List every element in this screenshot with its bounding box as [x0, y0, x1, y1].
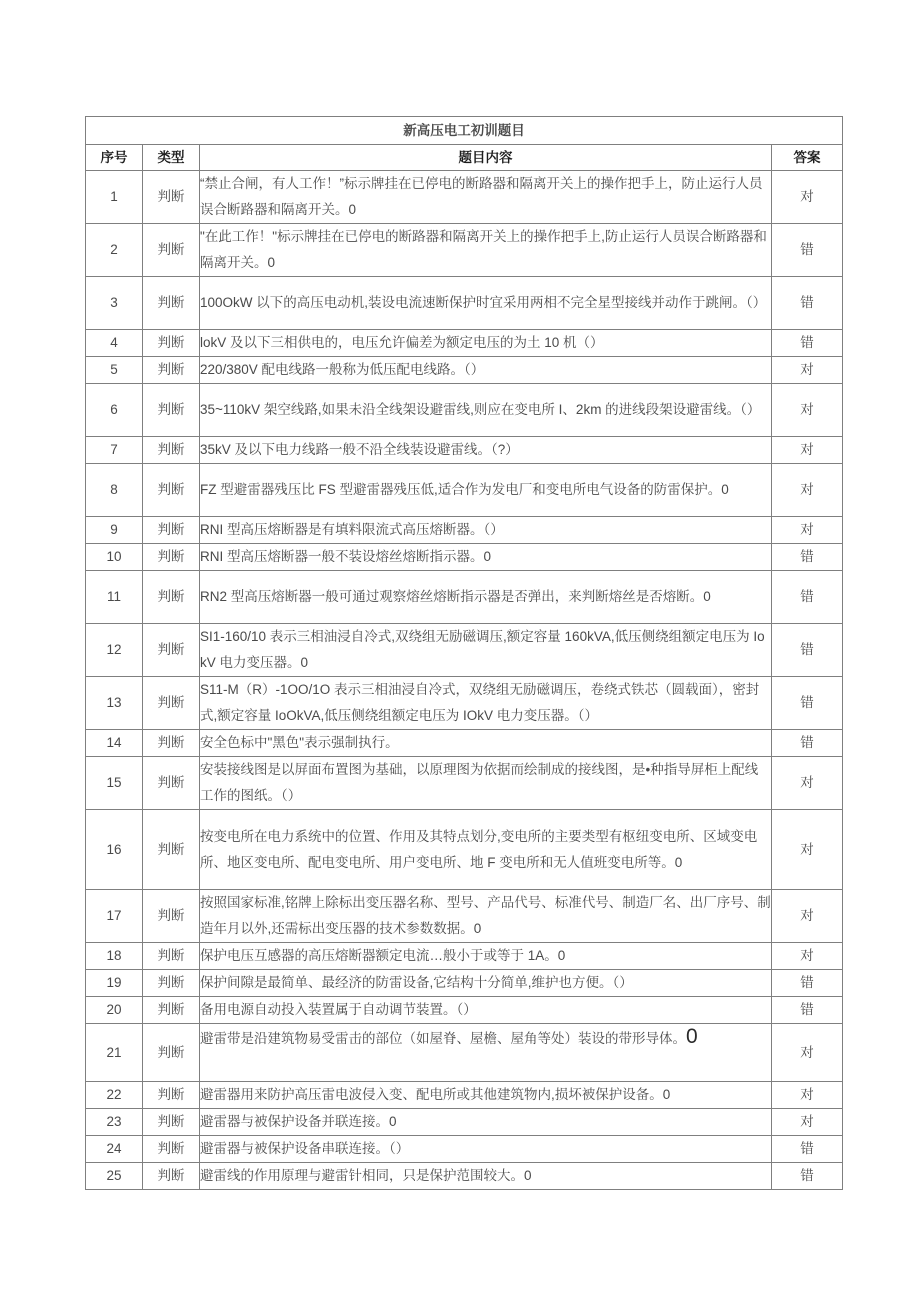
row-number-cell: 24 [86, 1136, 143, 1163]
question-content-cell [200, 1082, 772, 1109]
answer-cell: 对 [772, 464, 843, 517]
table-row [86, 970, 843, 997]
question-content-cell [200, 224, 772, 277]
answer-cell: 错 [772, 277, 843, 330]
question-type-cell: 判断 [143, 384, 200, 437]
question-content-cell [200, 890, 772, 943]
question-content-cell [200, 330, 772, 357]
question-type-cell: 判断 [143, 810, 200, 890]
table-row [86, 624, 843, 677]
table-row [86, 757, 843, 810]
row-number-cell: 14 [86, 730, 143, 757]
answer-cell: 对 [772, 384, 843, 437]
question-type-cell: 判断 [143, 357, 200, 384]
question-content-cell [200, 357, 772, 384]
row-number-cell: 1 [86, 171, 143, 224]
question-text: 安全色标中"黑色"表示强制执行。 [200, 735, 399, 750]
table-row [86, 224, 843, 277]
question-text: 避雷线的作用原理与避雷针相同，只是保护范围较大。0 [200, 1168, 532, 1183]
question-type-cell: 判断 [143, 330, 200, 357]
table-title-row [86, 117, 843, 145]
row-number-cell: 17 [86, 890, 143, 943]
table-row [86, 437, 843, 464]
table-row [86, 1109, 843, 1136]
question-content-cell [200, 943, 772, 970]
answer-cell: 错 [772, 624, 843, 677]
question-type-cell: 判断 [143, 677, 200, 730]
table-row [86, 730, 843, 757]
table-row [86, 517, 843, 544]
question-type-cell: 判断 [143, 757, 200, 810]
row-number-cell: 7 [86, 437, 143, 464]
question-type-cell: 判断 [143, 1082, 200, 1109]
answer-cell: 对 [772, 1024, 843, 1082]
row-number-cell: 18 [86, 943, 143, 970]
question-text: 35~110kV 架空线路,如果未沿全线架设避雷线,则应在变电所 I、2km 的进线段架设避雷线。（） [200, 402, 761, 417]
question-text: lokV 及以下三相供电的，电压允许偏差为额定电压的为土 10 机（） [200, 335, 604, 350]
row-number-cell: 6 [86, 384, 143, 437]
answer-cell: 错 [772, 970, 843, 997]
question-type-cell: 判断 [143, 224, 200, 277]
question-content-cell [200, 677, 772, 730]
question-content-cell [200, 384, 772, 437]
row-number-cell: 21 [86, 1024, 143, 1082]
question-content-cell [200, 571, 772, 624]
question-content-cell [200, 1109, 772, 1136]
answer-cell: 错 [772, 1136, 843, 1163]
table-row [86, 384, 843, 437]
question-type-cell: 判断 [143, 517, 200, 544]
row-number-cell: 4 [86, 330, 143, 357]
row-number-cell: 13 [86, 677, 143, 730]
answer-cell: 错 [772, 330, 843, 357]
question-text: 220/380V 配电线路一般称为低压配电线路。（） [200, 362, 485, 377]
question-type-cell: 判断 [143, 970, 200, 997]
table-row [86, 544, 843, 571]
question-content-cell [200, 997, 772, 1024]
row-number-cell: 5 [86, 357, 143, 384]
question-content-cell [200, 277, 772, 330]
large-zero-text: 0 [686, 1025, 698, 1048]
question-text: “禁止合闸，有人工作！”标示牌挂在已停电的断路器和隔离开关上的操作把手上，防止运行人员误合断路器和隔离开关。0 [200, 176, 763, 217]
row-number-cell: 9 [86, 517, 143, 544]
question-text: 避雷器用来防护高压雷电波侵入变、配电所或其他建筑物内,损坏被保护设备。0 [200, 1087, 671, 1102]
question-type-cell: 判断 [143, 544, 200, 571]
question-content-cell [200, 464, 772, 517]
answer-cell: 对 [772, 437, 843, 464]
row-number-cell: 11 [86, 571, 143, 624]
table-row [86, 171, 843, 224]
question-content-cell [200, 1024, 772, 1082]
question-text: 避雷带是沿建筑物易受雷击的部位（如屋脊、屋檐、屋角等处）装设的带形导体。 [200, 1031, 686, 1046]
question-text: 安装接线图是以屏面布置图为基础，以原理图为依据而绘制成的接线图，是•种指导屏柜上配线工作的图纸。（） [200, 762, 759, 803]
question-content-cell [200, 517, 772, 544]
table-row [86, 464, 843, 517]
table-row [86, 277, 843, 330]
question-content-cell [200, 1163, 772, 1190]
question-text: 35kV 及以下电力线路一般不沿全线装设避雷线。（?） [200, 442, 519, 457]
question-text: 按变电所在电力系统中的位置、作用及其特点划分,变电所的主要类型有枢纽变电所、区域变电所、地区变电所、配电变电所、用户变电所、地 F 变电所和无人值班变电所等。0 [200, 828, 758, 870]
question-content-cell [200, 757, 772, 810]
question-type-cell: 判断 [143, 1109, 200, 1136]
answer-cell: 错 [772, 997, 843, 1024]
answer-cell: 对 [772, 890, 843, 943]
question-text: 备用电源自动投入装置属于自动调节装置。（） [200, 1002, 477, 1017]
table-row [86, 810, 843, 890]
row-number-cell: 20 [86, 997, 143, 1024]
table-row [86, 1024, 843, 1082]
answer-cell: 对 [772, 171, 843, 224]
question-type-cell: 判断 [143, 171, 200, 224]
question-type-cell: 判断 [143, 890, 200, 943]
answer-cell: 错 [772, 730, 843, 757]
table-header-row [86, 145, 843, 171]
answer-cell: 对 [772, 357, 843, 384]
question-type-cell: 判断 [143, 464, 200, 517]
question-type-cell: 判断 [143, 1163, 200, 1190]
answer-cell: 对 [772, 810, 843, 890]
table-row [86, 1163, 843, 1190]
answer-cell: 对 [772, 1109, 843, 1136]
answer-cell: 错 [772, 677, 843, 730]
question-text: RN2 型高压熔断器一般可通过观察熔丝熔断指示器是否弹出，来判断熔丝是否熔断。0 [200, 589, 711, 604]
question-type-cell: 判断 [143, 1136, 200, 1163]
question-type-cell: 判断 [143, 571, 200, 624]
question-table [85, 116, 843, 1190]
answer-cell: 错 [772, 1163, 843, 1190]
row-number-cell: 25 [86, 1163, 143, 1190]
question-type-cell: 判断 [143, 277, 200, 330]
table-row [86, 357, 843, 384]
table-row [86, 943, 843, 970]
answer-cell: 对 [772, 757, 843, 810]
table-row [86, 1082, 843, 1109]
table-row [86, 1136, 843, 1163]
answer-cell: 错 [772, 571, 843, 624]
row-number-cell: 16 [86, 810, 143, 890]
row-number-cell: 12 [86, 624, 143, 677]
answer-cell: 错 [772, 544, 843, 571]
question-text: FZ 型避雷器残压比 FS 型避雷器残压低,适合作为发电厂和变电所电气设备的防雷保护。0 [200, 482, 729, 497]
question-type-cell: 判断 [143, 730, 200, 757]
question-text: 按照国家标准,铭牌上除标出变压器名称、型号、产品代号、标准代号、制造厂名、出厂序号、制造年月以外,还需标出变压器的技术参数数据。0 [200, 895, 771, 936]
question-content-cell [200, 810, 772, 890]
question-text: 保护电压互感器的高压熔断器额定电流…般小于或等于 1A。0 [200, 948, 566, 963]
column-header-no: 序号 [86, 145, 143, 171]
question-type-cell: 判断 [143, 1024, 200, 1082]
row-number-cell: 22 [86, 1082, 143, 1109]
question-text: RNI 型高压熔断器是有填料限流式高压熔断器。（） [200, 522, 504, 537]
column-header-content: 题目内容 [200, 145, 772, 171]
question-type-cell: 判断 [143, 943, 200, 970]
question-content-cell [200, 1136, 772, 1163]
question-text: 避雷器与被保护设备并联连接。0 [200, 1114, 397, 1129]
row-number-cell: 19 [86, 970, 143, 997]
question-text: S11-M（R）-1OO/1O 表示三相油浸自冷式，双绕组无励磁调压，卷绕式铁芯（圆载面），密封式,额定容量 IoOkVA,低压侧绕组额定电压为 IOkV 电力变压器。（） [200, 682, 760, 723]
row-number-cell: 3 [86, 277, 143, 330]
table-row [86, 677, 843, 730]
question-type-cell: 判断 [143, 624, 200, 677]
row-number-cell: 2 [86, 224, 143, 277]
question-content-cell [200, 624, 772, 677]
question-content-cell [200, 730, 772, 757]
table-row [86, 571, 843, 624]
question-text: "在此工作！"标示牌挂在已停电的断路器和隔离开关上的操作把手上,防止运行人员误合断路器和隔离开关。0 [200, 229, 767, 270]
answer-cell: 对 [772, 943, 843, 970]
answer-cell: 对 [772, 517, 843, 544]
column-header-answer: 答案 [772, 145, 843, 171]
question-content-cell [200, 171, 772, 224]
question-text: 保护间隙是最简单、最经济的防雷设备,它结构十分简单,维护也方便。（） [200, 975, 633, 990]
row-number-cell: 10 [86, 544, 143, 571]
row-number-cell: 8 [86, 464, 143, 517]
column-header-type: 类型 [143, 145, 200, 171]
question-text: 100OkW 以下的高压电动机,装设电流速断保护时宜采用两相不完全星型接线并动作于跳闸。（） [200, 295, 767, 310]
table-row [86, 997, 843, 1024]
question-text: RNI 型高压熔断器一般不装设熔丝熔断指示器。0 [200, 549, 492, 564]
row-number-cell: 15 [86, 757, 143, 810]
question-content-cell [200, 970, 772, 997]
question-content-cell [200, 544, 772, 571]
question-text: SI1-160/10 表示三相油浸自冷式,双绕组无励磁调压,额定容量 160kVA,低压侧绕组额定电压为 IokV 电力变压器。0 [200, 629, 765, 670]
row-number-cell: 23 [86, 1109, 143, 1136]
table-title: 新高压电工初训题目 [86, 117, 843, 145]
table-row [86, 330, 843, 357]
question-type-cell: 判断 [143, 437, 200, 464]
question-type-cell: 判断 [143, 997, 200, 1024]
table-row [86, 890, 843, 943]
question-content-cell [200, 437, 772, 464]
answer-cell: 对 [772, 1082, 843, 1109]
answer-cell: 错 [772, 224, 843, 277]
question-text: 避雷器与被保护设备串联连接。（） [200, 1141, 410, 1156]
